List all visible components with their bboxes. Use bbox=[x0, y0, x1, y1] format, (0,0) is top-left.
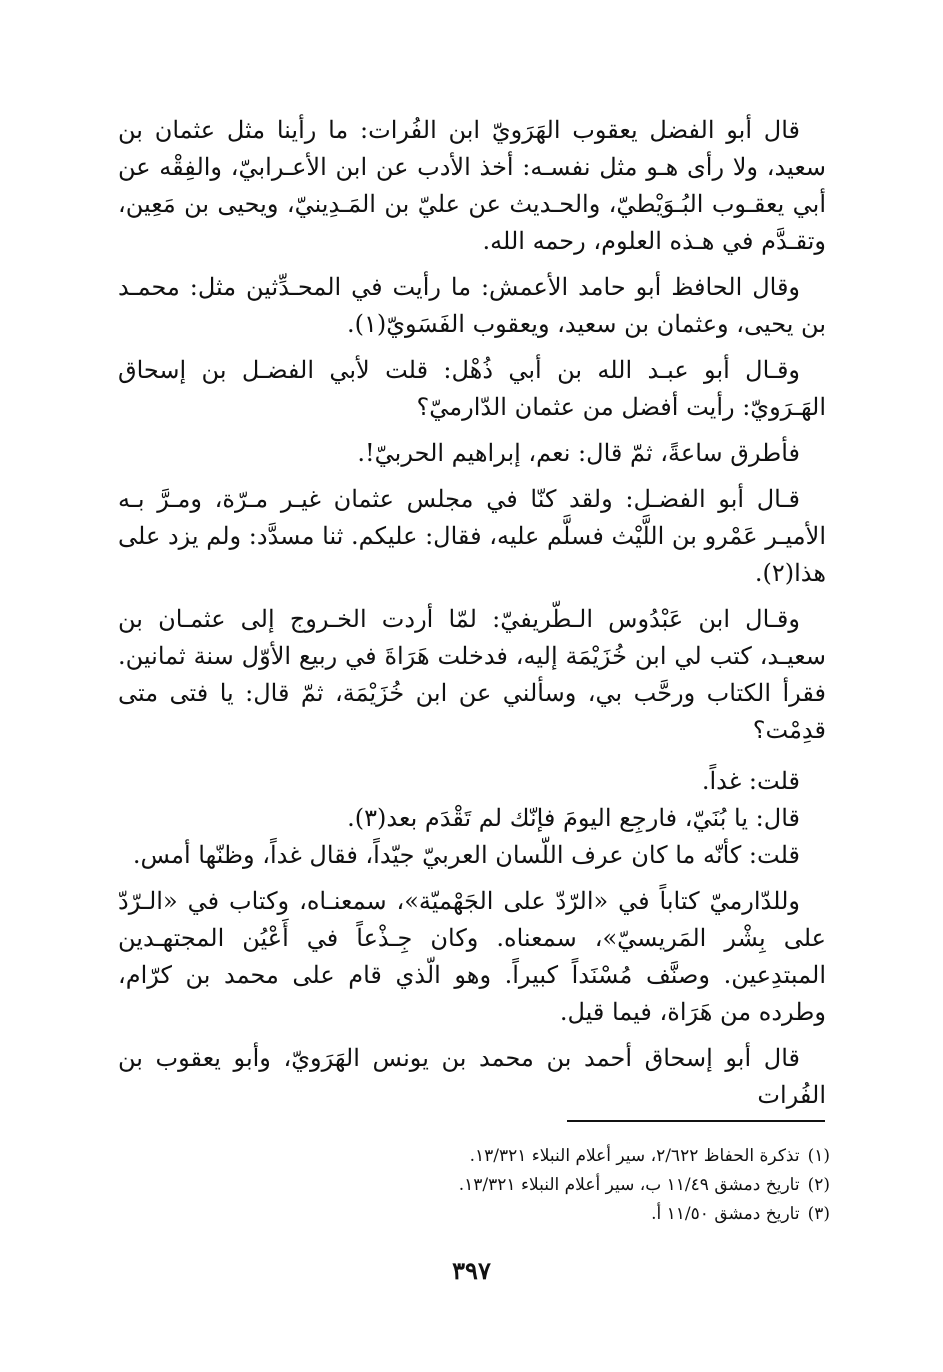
footnote-number: (٣) bbox=[807, 1204, 830, 1224]
dialog-line: قال: يا بُنَيّ، فارجِع اليومَ فإنّك لم تَقْدَم بعد(٣). bbox=[347, 804, 800, 832]
footnote-text: تاريخ دمشق ١١/٤٩ ب، سير أعلام النبلاء ١٣/٣٢١. bbox=[458, 1175, 800, 1195]
footnotes bbox=[200, 1142, 830, 1229]
paragraph: قـال أبو الفضـل: ولقد كنّا في مجلس عثمان غيـر مـرّة، ومـرَّ بـه الأميـر عَمْرو بن اللَّيْث فسلَّم عليه، فقال: عليكم. ثنا مسدَّد: ولم يزد على هذا(٢). bbox=[118, 485, 826, 587]
footnote-divider bbox=[567, 1120, 825, 1122]
footnote-item bbox=[200, 1200, 830, 1229]
paragraph: وللدّارميّ كتاباً في «الرّدّ على الجَهْميّة»، سمعنـاه، وكتاب في «الـرّدّ على بِشْر المَريسيّ»، سمعناه. وكان جِـذْعاً في أَعْيُن المجتهـدين المبتدِعين. وصنَّف مُسْنَداً كبيراً. وهو الّذي قام على محمد بن كرّام، وطرده من هَرَاة، فيما قيل. bbox=[118, 887, 826, 1026]
paragraph: وقـال أبو عبـد الله بن أبي ذُهْل: قلت لأبي الفضـل بن إسحاق الهَـرَويّ: رأيت أفضل من عثمان الدّارميّ؟ bbox=[118, 356, 826, 421]
dialog-line: قلت: كأنّه ما كان عرف اللّسان العربيّ جيّداً، فقال غداً، وظنّها أمس. bbox=[132, 841, 800, 869]
paragraph: وقـال ابن عَبْدُوس الـطّريفيّ: لمّا أردت الخـروج إلى عثمـان بن سعيـد، كتب لي ابن خُزَيْمَة إليه، فدخلت هَرَاةَ في ربيع الأوّل سنة ثمانين. فقرأ الكتاب ورحَّب بي، وسألني عن ابن خُزَيْمَة، ثمّ قال: يا فتى متى قدِمْت؟ bbox=[118, 605, 826, 744]
paragraph: قال أبو الفضل يعقوب الهَرَويّ ابن الفُرات: ما رأينا مثل عثمان بن سعيد، ولا رأى هـو مثل نفسـه: أخذ الأدب عن ابن الأعـرابيّ، والفِقْه عن أبي يعقـوب البُـوَيْطيّ، والحـديث عن عليّ بن المَـدِينيّ، ويحيى بن مَعِين، وتقـدَّم في هـذه العلوم، رحمه الله. bbox=[118, 116, 826, 255]
footnote-text: تذكرة الحفاظ ٢/٦٢٢، سير أعلام النبلاء ١٣/٣٢١. bbox=[469, 1146, 800, 1166]
dialog-line: قلت: غداً. bbox=[701, 767, 800, 795]
paragraph: وقال الحافظ أبو حامد الأعمش: ما رأيت في المحـدِّثين مثل: محمـد بن يحيى، وعثمان بن سعيد، ويعقوب الفَسَويّ(١). bbox=[118, 273, 826, 338]
footnote-item bbox=[200, 1142, 830, 1171]
paragraph: قال أبو إسحاق أحمد بن محمد بن يونس الهَرَويّ، وأبو يعقوب بن الفُرات bbox=[118, 1044, 826, 1109]
footnote-number: (٢) bbox=[807, 1175, 830, 1195]
footnote-item bbox=[200, 1171, 830, 1200]
page-number: ٣٩٧ bbox=[452, 1256, 491, 1285]
footnote-number: (١) bbox=[807, 1146, 830, 1166]
footnote-text: تاريخ دمشق ١١/٥٠ أ. bbox=[651, 1204, 800, 1224]
main-text bbox=[118, 112, 826, 1123]
paragraph: فأطرق ساعةً، ثمّ قال: نعم، إبراهيم الحربيّ!. bbox=[357, 439, 800, 467]
dialog-block bbox=[118, 763, 826, 874]
